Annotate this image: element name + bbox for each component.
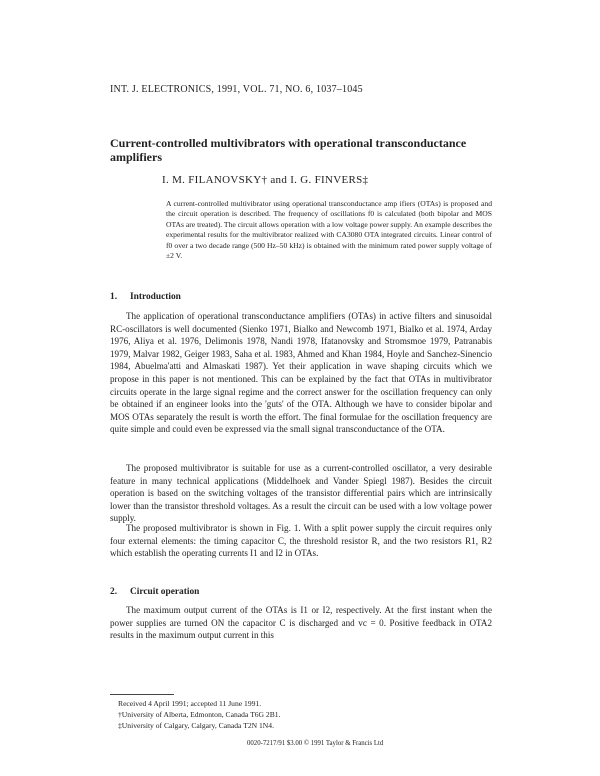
circuit-paragraph-1: The maximum output current of the OTAs is I1 or I2, respectively. At the first instant when the power supplies are turned ON the capacitor C is discharged and vc = 0. Positive feedback in OTA2 results in the maximum output current in this [110,605,492,641]
intro-paragraph-1: The application of operational transconductance amplifiers (OTAs) in active filters and sinusoidal RC-oscillators is well documented (Sienko 1971, Bialko and Newcomb 1971, Bialko et al. 1974, Arday 1976, Aliya et al. 1976, Delimonis 1978, Nandi 1978, Ifatanovsky and Stromsmoe 1979, Patranabis 1979, Malvar 1982, Geiger 1983, Saha et al. 1983, Ahmed and Khan 1984, Hoyle and Sanchez-Sinencio 1984, Abuelma'atti and Almaskati 1987). Yet their application in wave shaping circuits which we propose in this paper is not mentioned. This can be explained by the fact that OTAs in multivibrator circuits operate in the large signal regime and the correct answer for the oscillation frequency can only be obtained if an engineer looks into the 'guts' of the OTA. Although we have to consider bipolar and MOS OTAs separately the result is worth the effort. The final formulae for the oscillation frequency are quite simple and could even be expressed via the small signal transconductance of the OTA. [110,311,492,435]
section-heading-introduction [110,292,181,302]
intro-paragraph-2: The proposed multivibrator is suitable for use as a current-controlled oscillator, a very desirable feature in many technical applications (Middelhoek and Vander Spiegl 1987). Besides the circuit operation is based on the switching voltages of the transistor differential pairs which are intrinsically lower than the transistor threshold voltages. As a result the circuit can be used with a low voltage power supply. [110,463,492,524]
section-number: 2. [110,587,118,597]
publisher-code: 0020-7217/91 $3.00 © 1991 Taylor & Francis Ltd [247,740,384,747]
section-title: Circuit operation [130,587,200,597]
section-heading-circuit-operation [110,587,199,597]
article-authors: I. M. FILANOVSKY† and I. G. FINVERS‡ [162,174,369,186]
footnote-received: Received 4 April 1991; accepted 11 June 1991. [118,699,262,708]
section-title: Introduction [130,292,181,302]
footnote-rule [110,694,174,695]
footnote-affiliation-2: ‡University of Calgary, Calgary, Canada T2N 1N4. [118,721,274,730]
section-number: 1. [110,292,118,302]
intro-paragraph-3: The proposed multivibrator is shown in Fig. 1. With a split power supply the circuit requires only four external elements: the timing capacitor C, the threshold resistor R, and the two resistors R1, R2 which establish the operating currents I1 and I2 in OTAs. [110,523,492,559]
article-title: Current-controlled multivibrators with operational transconductance amplifiers [110,136,467,164]
abstract: A current-controlled multivibrator using operational transconductance amp ifiers (OTAs) is proposed and the circuit operation is described. The frequency of oscillations f0 is calculated (both bipolar and MOS OTAs are treated). The circuit allows operation with a low voltage power supply. An example describes the experimental results for the multivibrator realized with CA3080 OTA integrated circuits. Linear control of f0 over a two decade range (500 Hz–50 kHz) is obtained with the minimum rated power supply voltage of ±2 V. [166,199,492,261]
journal-header: INT. J. ELECTRONICS, 1991, VOL. 71, NO. 6, 1037–1045 [110,84,363,95]
footnote-affiliation-1: †University of Alberta, Edmonton, Canada T6G 2B1. [118,710,281,719]
